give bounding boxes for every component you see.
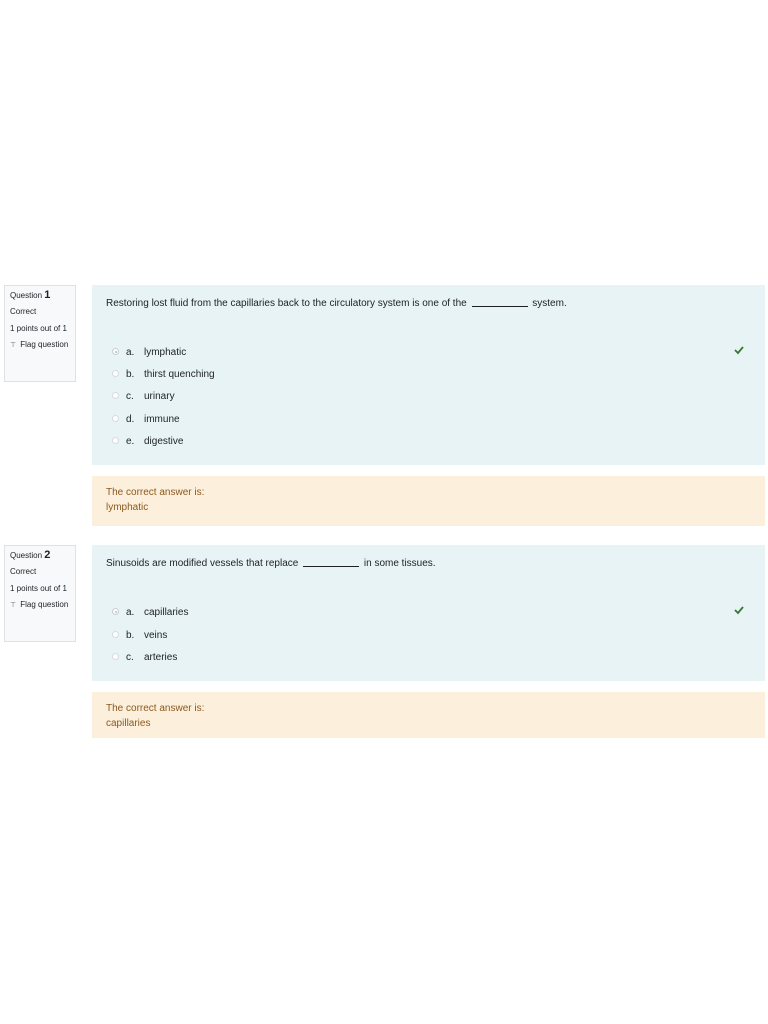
option-d[interactable]	[112, 413, 180, 427]
radio[interactable]	[112, 392, 119, 399]
option-label: immune	[144, 414, 180, 425]
option-a[interactable]	[112, 346, 186, 360]
question-text-after: in some tissues.	[363, 558, 436, 569]
question-content	[92, 285, 765, 465]
question-number: Question 2	[10, 549, 51, 561]
flag-icon: ⊤	[10, 342, 17, 349]
flag-icon: ⊤	[10, 602, 17, 609]
correct-answer: lymphatic	[106, 502, 149, 513]
option-e[interactable]	[112, 435, 183, 449]
radio[interactable]	[112, 415, 119, 422]
feedback-box	[92, 476, 765, 526]
question-text	[106, 558, 436, 569]
question-info	[4, 545, 76, 642]
question-grade: 1 points out of 1	[10, 324, 67, 333]
question-state: Correct	[10, 567, 37, 576]
flag-question-link[interactable]	[10, 339, 70, 351]
check-icon	[734, 345, 744, 355]
radio-selected[interactable]	[112, 608, 119, 615]
option-label: thirst quenching	[144, 369, 215, 380]
option-letter: b.	[126, 630, 135, 641]
radio[interactable]	[112, 653, 119, 660]
option-label: capillaries	[144, 607, 189, 618]
flag-label: Flag question	[20, 600, 69, 609]
question-info	[4, 285, 76, 382]
radio[interactable]	[112, 631, 119, 638]
option-label: digestive	[144, 436, 184, 447]
option-b[interactable]	[112, 368, 215, 382]
feedback-label: The correct answer is:	[106, 703, 205, 714]
option-letter: e.	[126, 436, 135, 447]
option-letter: a.	[126, 347, 135, 358]
feedback-box	[92, 692, 765, 738]
option-letter: d.	[126, 414, 135, 425]
option-letter: c.	[126, 391, 134, 402]
question-text-after: system.	[532, 298, 567, 309]
option-letter: c.	[126, 652, 134, 663]
option-label: urinary	[144, 391, 175, 402]
option-letter: b.	[126, 369, 135, 380]
option-b[interactable]	[112, 629, 167, 643]
question-state: Correct	[10, 307, 37, 316]
option-c[interactable]	[112, 390, 175, 404]
check-icon	[734, 605, 744, 615]
option-label: lymphatic	[144, 347, 187, 358]
flag-question-link[interactable]	[10, 599, 70, 611]
option-label: veins	[144, 630, 168, 641]
radio-selected[interactable]	[112, 348, 119, 355]
question-text-before: Sinusoids are modified vessels that replace	[106, 558, 299, 569]
question-grade: 1 points out of 1	[10, 584, 67, 593]
question-content	[92, 545, 765, 681]
option-letter: a.	[126, 607, 135, 618]
question-text	[106, 298, 567, 309]
answer-blank	[303, 566, 359, 567]
question-1	[0, 285, 768, 530]
feedback-label: The correct answer is:	[106, 487, 205, 498]
option-a[interactable]	[112, 606, 188, 620]
question-2	[0, 545, 768, 745]
flag-label: Flag question	[20, 340, 69, 349]
option-label: arteries	[144, 652, 178, 663]
radio[interactable]	[112, 370, 119, 377]
question-number: Question 1	[10, 289, 51, 301]
correct-answer: capillaries	[106, 718, 151, 729]
radio[interactable]	[112, 437, 119, 444]
answer-blank	[472, 306, 528, 307]
option-c[interactable]	[112, 651, 177, 665]
question-text-before: Restoring lost fluid from the capillaries back to the circulatory system is one of the	[106, 298, 467, 309]
